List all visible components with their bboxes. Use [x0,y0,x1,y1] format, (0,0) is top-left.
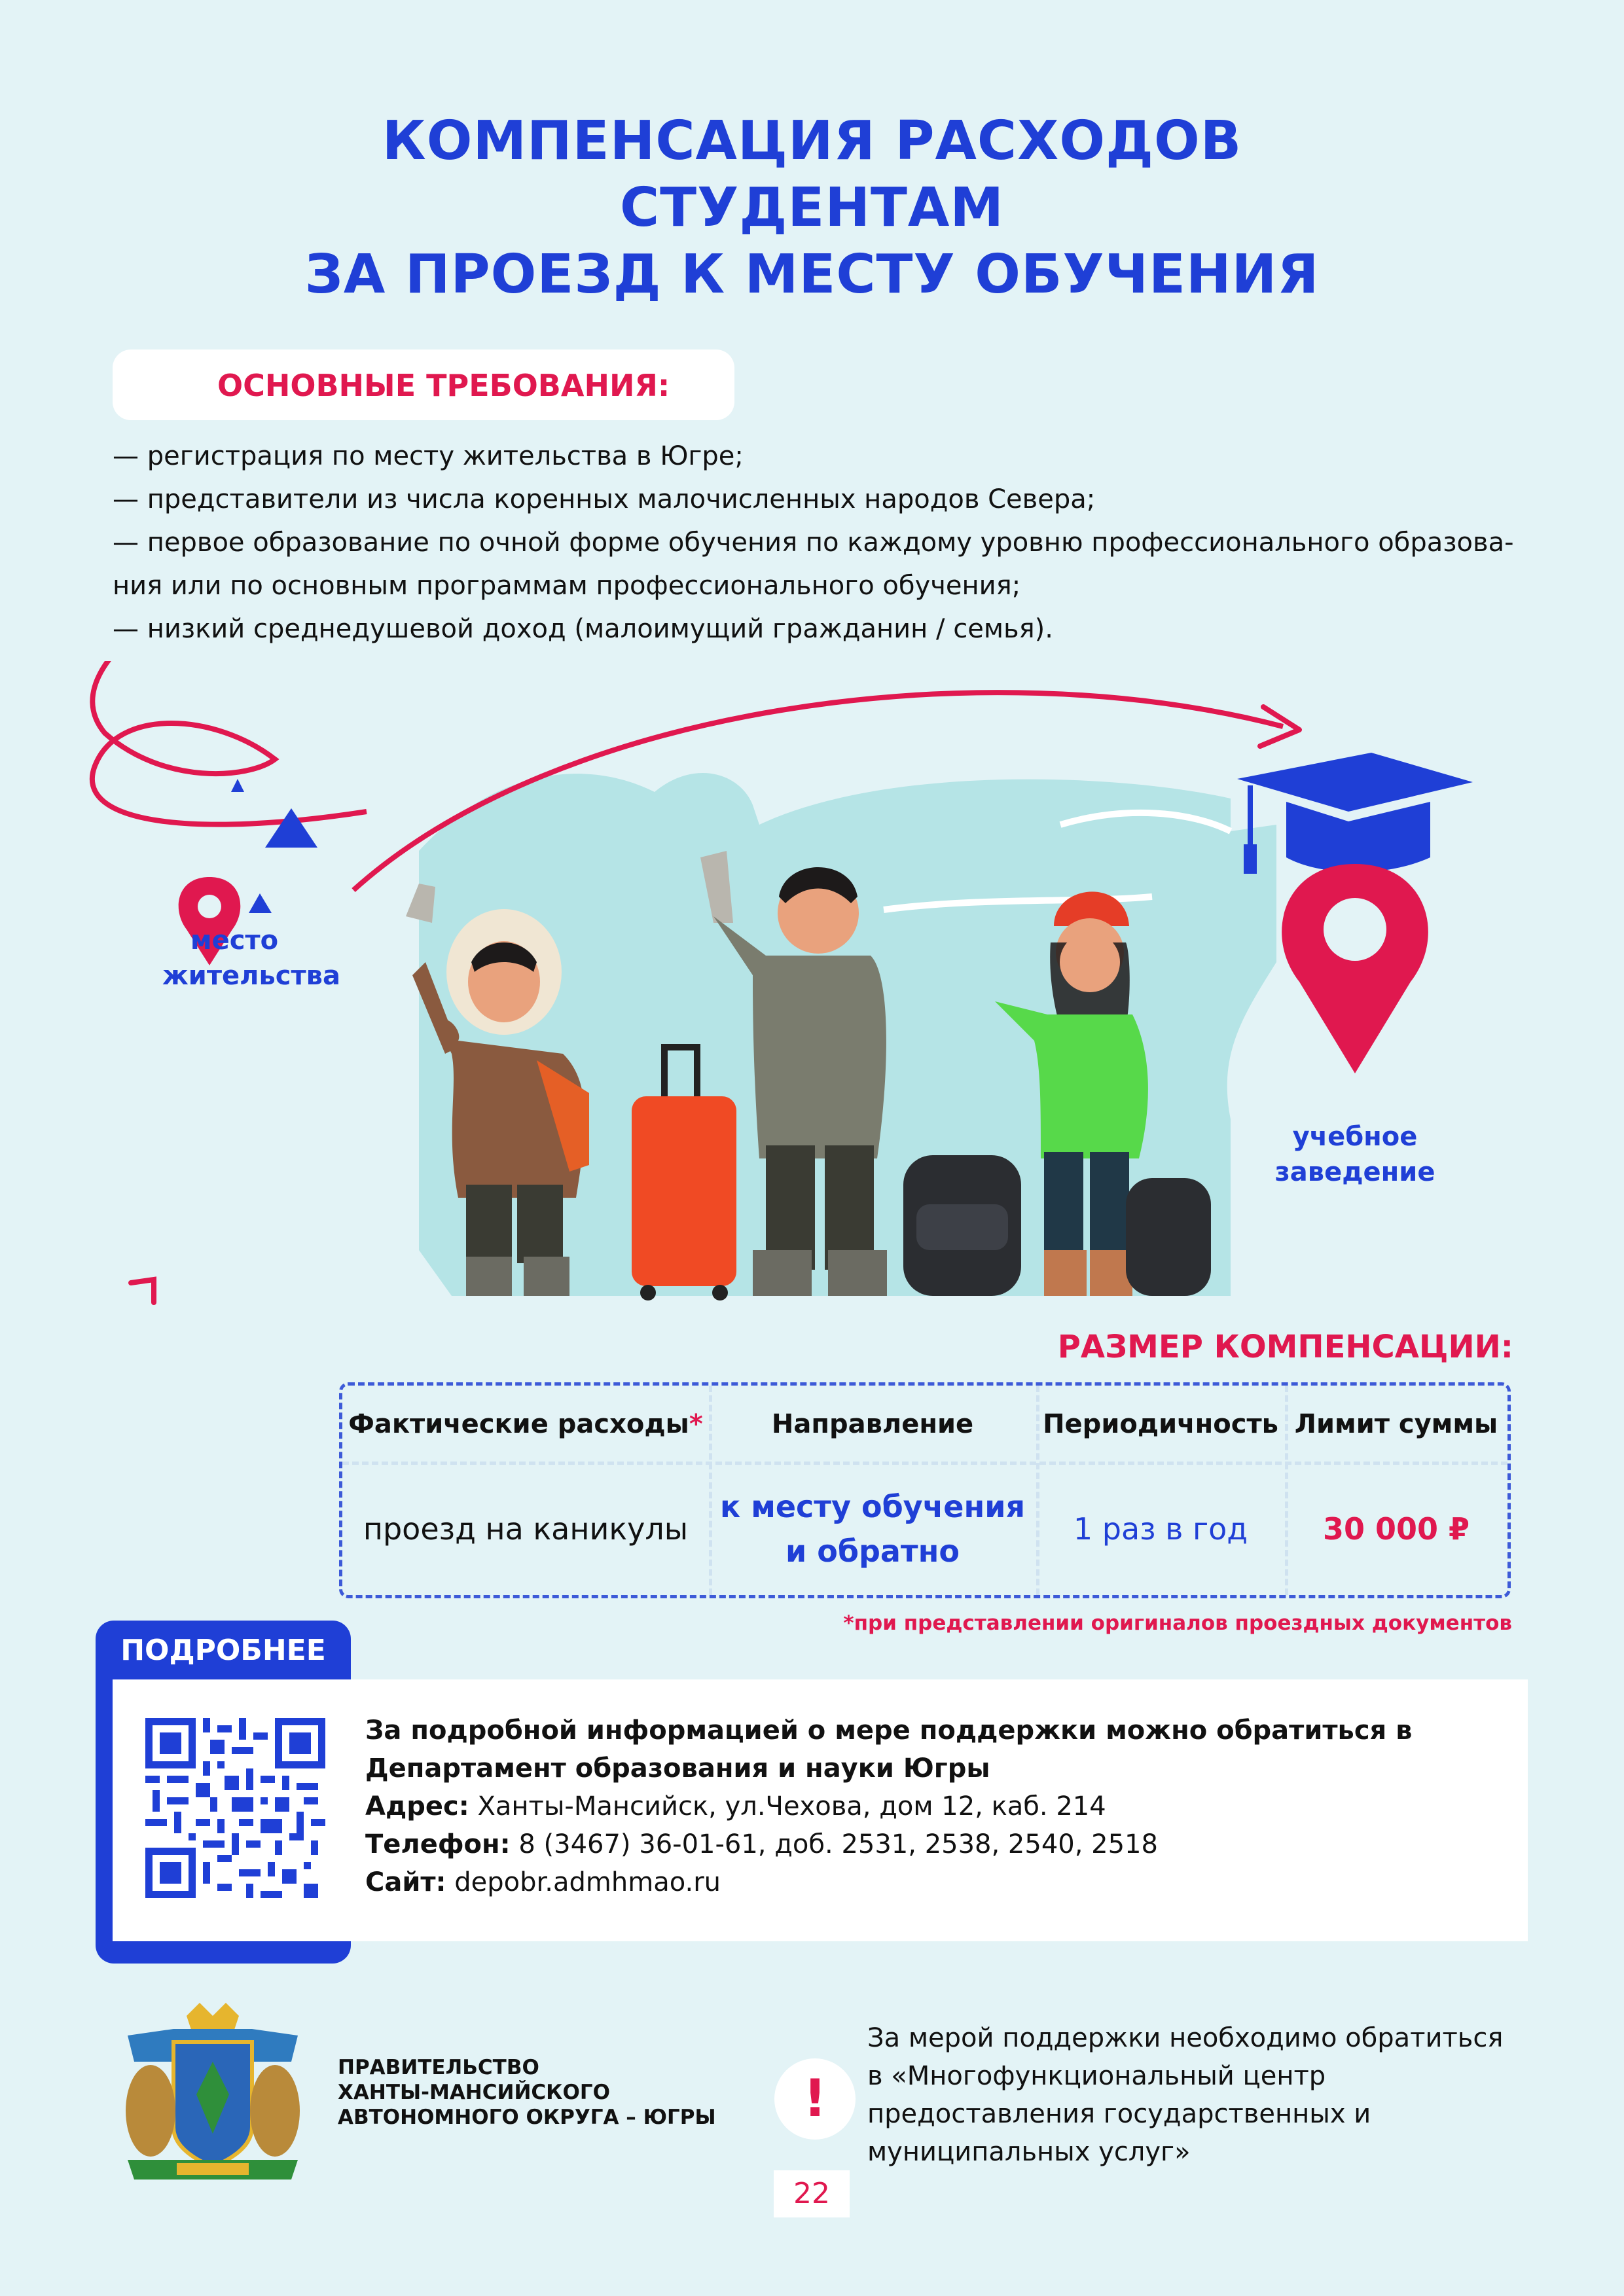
column-header-expenses-label: Фактические расходы [348,1409,689,1439]
phone-value[interactable]: 8 (3467) 36-01-61, доб. 2531, 2538, 2540, 2518 [510,1829,1158,1859]
title-line-1: КОМПЕНСАЦИЯ РАСХОДОВ [382,110,1242,172]
origin-label-line1: место [190,925,279,956]
mfc-line4: муниципальных услуг» [867,2137,1191,2167]
destination-label [1260,1119,1450,1190]
asterisk-mark: * [689,1409,703,1439]
mfc-line1: За мерой поддержки необходимо обратиться [867,2023,1504,2053]
gov-line1: ПРАВИТЕЛЬСТВО [338,2056,539,2079]
exclamation-icon: ! [774,2058,856,2140]
site-label: Сайт: [365,1867,446,1897]
mfc-line3: предоставления государственных и [867,2099,1371,2129]
address-value: Ханты-Мансийск, ул.Чехова, дом 12, каб. 214 [469,1791,1106,1821]
contact-info [365,1712,1412,1901]
more-info-label: ПОДРОБНЕЕ [120,1634,326,1667]
address-label: Адрес: [365,1791,469,1821]
backpack [903,1155,1021,1296]
government-name [338,2055,716,2130]
requirement-item: ния или по основным программам профессионального обучения; [113,571,1021,601]
coat-of-arms-icon [115,2003,311,2186]
requirements-heading: ОСНОВНЫЕ ТРЕБОВАНИЯ: [217,368,670,403]
gov-line3: АВТОНОМНОГО ОКРУГА – ЮГРЫ [338,2106,716,2129]
cell-direction-line2: и обратно [785,1534,960,1569]
column-header-periodicity: Периодичность [1043,1409,1278,1439]
contact-site [365,1863,1412,1901]
requirement-item: — низкий среднедушевой доход (малоимущий гражданин / семья). [113,614,1053,644]
requirement-item: — регистрация по месту жительства в Югре; [113,441,744,471]
site-link[interactable]: depobr.admhmao.ru [446,1867,721,1897]
contact-address [365,1787,1412,1825]
footnote-originals: *при представлении оригиналов проездных документов [843,1611,1512,1635]
contact-phone [365,1825,1412,1863]
compensation-heading: РАЗМЕР КОМПЕНСАЦИИ: [1057,1329,1513,1365]
loop-arrow-head [131,1280,154,1302]
requirements-list [113,435,1520,651]
gov-line2: ХАНТЫ-МАНСИЙСКОГО [338,2081,610,2104]
requirement-item: — первое образование по очной форме обучения по каждому уровню профессионального образова- [113,528,1514,558]
mfc-line2: в «Многофункциональный центр [867,2061,1326,2091]
tent-icon [231,779,317,913]
cell-limit: 30 000 ₽ [1322,1511,1470,1547]
contact-intro-line1: За подробной информацией о мере поддержки можно обратиться в [365,1715,1413,1746]
qr-code-icon[interactable] [145,1718,325,1898]
cell-period: 1 раз в год [1073,1511,1248,1547]
contact-intro-line2: Департамент образования и науки Югры [365,1753,990,1784]
destination-label-line1: учебное [1292,1122,1418,1152]
phone-label: Телефон: [365,1829,511,1859]
origin-label [162,923,340,994]
mfc-notice [867,2019,1503,2171]
page-number: 22 [774,2170,850,2217]
cell-direction [709,1463,1036,1595]
column-header-direction: Направление [771,1409,974,1439]
requirement-item: — представители из числа коренных малочисленных народов Севера; [113,484,1096,514]
loop-arrow [92,661,367,825]
title-line-2: СТУДЕНТАМ [619,177,1004,239]
page-title [0,108,1624,308]
cell-expense: проезд на каникулы [363,1511,689,1547]
title-line-3: ЗА ПРОЕЗД К МЕСТУ ОБУЧЕНИЯ [304,243,1320,306]
origin-label-line2: жительства [162,961,340,991]
column-header-limit: Лимит суммы [1294,1409,1498,1439]
destination-label-line2: заведение [1274,1157,1435,1187]
column-header-expenses [342,1386,709,1463]
requirements-heading-pill [113,350,734,420]
cell-direction-line1: к месту обучения [720,1489,1025,1524]
compensation-table [339,1382,1511,1598]
destination-pin-icon [1282,864,1428,1073]
